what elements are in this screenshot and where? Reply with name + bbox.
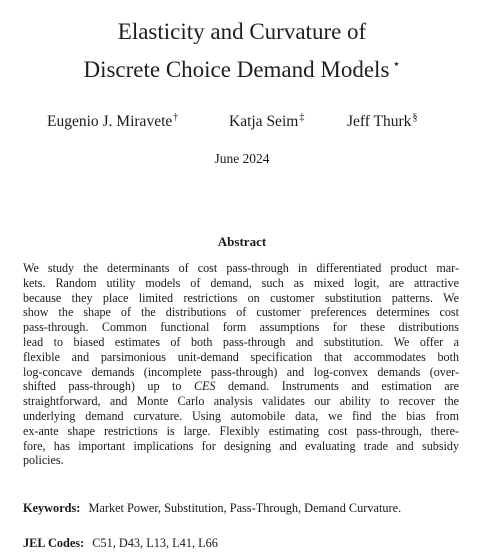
abstract-line: pass-through. Common functional form assumptions for these distributions bbox=[23, 320, 459, 335]
jel-codes-label: JEL Codes: bbox=[23, 536, 85, 550]
abstract-line: flexible and parsimonious unit-demand specification that accommodates both bbox=[23, 349, 459, 364]
abstract-line-ces bbox=[23, 379, 459, 394]
author-name: Eugenio J. Miravete bbox=[47, 113, 173, 130]
author-footnote-mark[interactable]: § bbox=[412, 112, 418, 123]
abstract-line: lead to biased estimates of both pass-through and substitution. We offer a bbox=[23, 334, 459, 349]
author-seim bbox=[229, 108, 304, 132]
abstract-text bbox=[23, 261, 459, 468]
abstract-line: underlying demand curvature. Using automobile data, we find the bias from bbox=[23, 408, 459, 423]
abstract-line: ex-ante shape restrictions is large. Flexibly estimating cost pass-through, there- bbox=[23, 423, 459, 438]
title-line-2 bbox=[0, 48, 484, 86]
author-name: Katja Seim bbox=[229, 113, 299, 130]
author-name: Jeff Thurk bbox=[347, 113, 412, 130]
abstract-line: kets. Random utility models of demand, such as mixed logit, are attractive bbox=[23, 275, 459, 290]
author-footnote-mark[interactable]: ‡ bbox=[299, 112, 305, 123]
title-footnote-mark[interactable]: ⋆ bbox=[392, 56, 401, 71]
jel-codes-value: C51, D43, L13, L41, L66 bbox=[92, 536, 218, 550]
paper-title bbox=[0, 16, 484, 86]
author-miravete bbox=[47, 108, 178, 132]
abstract-heading: Abstract bbox=[217, 234, 267, 249]
keywords-label: Keywords: bbox=[23, 501, 81, 515]
title-line-2-text: Discrete Choice Demand Models bbox=[83, 57, 390, 82]
abstract-line: We study the determinants of cost pass-through in differentiated product mar- bbox=[23, 261, 459, 275]
author-footnote-mark[interactable]: † bbox=[173, 112, 179, 123]
keywords-value: Market Power, Substitution, Pass-Through, Demand Curvature. bbox=[88, 501, 402, 515]
publication-date: June 2024 bbox=[214, 151, 270, 166]
abstract-line-ces-before: shifted pass-through) up to bbox=[23, 379, 194, 394]
jel-codes-line bbox=[23, 535, 463, 551]
title-line-1: Elasticity and Curvature of bbox=[117, 19, 367, 44]
keywords-line bbox=[23, 500, 463, 516]
abstract-line: fore, has important implications for designing and evaluating trade and subsidy bbox=[23, 438, 459, 453]
abstract-line: log-concave demands (incomplete pass-through) and log-convex demands (over- bbox=[23, 364, 459, 379]
abstract-line: show the shape of the distributions of customer preferences determines cost bbox=[23, 305, 459, 320]
abstract-line-ces-after: demand. Instruments and estimation are bbox=[215, 379, 459, 394]
author-list bbox=[0, 108, 484, 128]
abstract-line-ces-italic: CES bbox=[193, 379, 216, 394]
author-thurk bbox=[347, 108, 417, 132]
abstract-line: straightforward, and Monte Carlo analysis validates our ability to recover the bbox=[23, 394, 459, 409]
abstract-line: because they place limited restrictions on customer substitution patterns. We bbox=[23, 290, 459, 305]
abstract-line-final: policies. bbox=[23, 453, 64, 468]
